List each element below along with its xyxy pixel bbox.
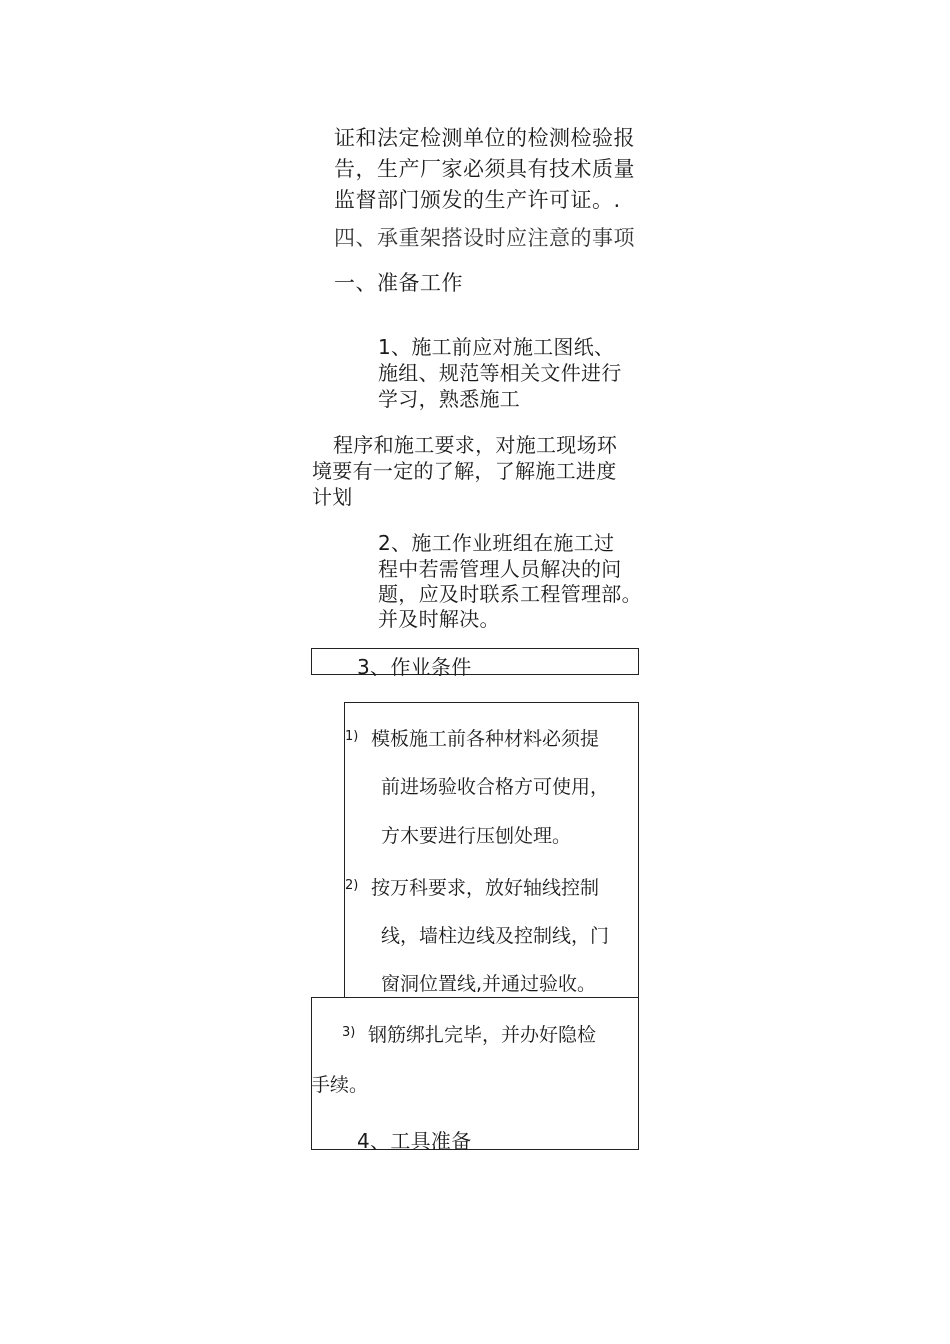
item4-title: 4、工具准备 bbox=[357, 1129, 472, 1153]
item1-continuation-line: 计划 bbox=[312, 485, 353, 509]
item1-line: 施组、规范等相关文件进行 bbox=[378, 361, 622, 385]
cond1-line: 前进场验收合格方可使用， bbox=[381, 776, 610, 798]
cond2-line: 线，墙柱边线及控制线，门 bbox=[381, 925, 610, 947]
item1-continuation-line: 程序和施工要求，对施工现场环 bbox=[333, 433, 618, 457]
item2-line: 程中若需管理人员解决的问 bbox=[378, 557, 622, 581]
item3-title: 3、作业条件 bbox=[357, 655, 472, 679]
intro-line: 监督部门颁发的生产许可证。. bbox=[334, 188, 621, 212]
cond1-number: 1) bbox=[345, 729, 359, 744]
cond2-line: 按万科要求，放好轴线控制 bbox=[371, 877, 600, 899]
cond3-line: 钢筋绑扎完毕，并办好隐检 bbox=[368, 1024, 597, 1046]
cond1-line: 方木要进行压刨处理。 bbox=[381, 825, 572, 847]
intro-line: 证和法定检测单位的检测检验报 bbox=[334, 126, 635, 150]
subsection-title: 一、准备工作 bbox=[334, 271, 463, 295]
cond1-line: 模板施工前各种材料必须提 bbox=[371, 728, 600, 750]
item1-continuation-line: 境要有一定的了解，了解施工进度 bbox=[312, 459, 617, 483]
item2-line: 2、施工作业班组在施工过 bbox=[378, 531, 615, 555]
item1-line: 学习，熟悉施工 bbox=[378, 387, 521, 411]
item2-line: 并及时解决。 bbox=[378, 607, 500, 631]
cond2-line: 窗洞位置线,并通过验收。 bbox=[381, 973, 597, 995]
item3-title-box bbox=[311, 648, 639, 679]
section-title: 四、承重架搭设时应注意的事项 bbox=[334, 226, 635, 250]
cond3-number: 3) bbox=[342, 1025, 356, 1040]
item4-box bbox=[311, 1100, 639, 1153]
intro-line: 告，生产厂家必须具有技术质量 bbox=[334, 157, 635, 181]
item1-line: 1、施工前应对施工图纸、 bbox=[378, 335, 615, 359]
item2-line: 题，应及时联系工程管理部。 bbox=[378, 582, 642, 606]
cond3-line: 手续。 bbox=[311, 1074, 369, 1096]
cond2-number: 2) bbox=[345, 878, 359, 893]
